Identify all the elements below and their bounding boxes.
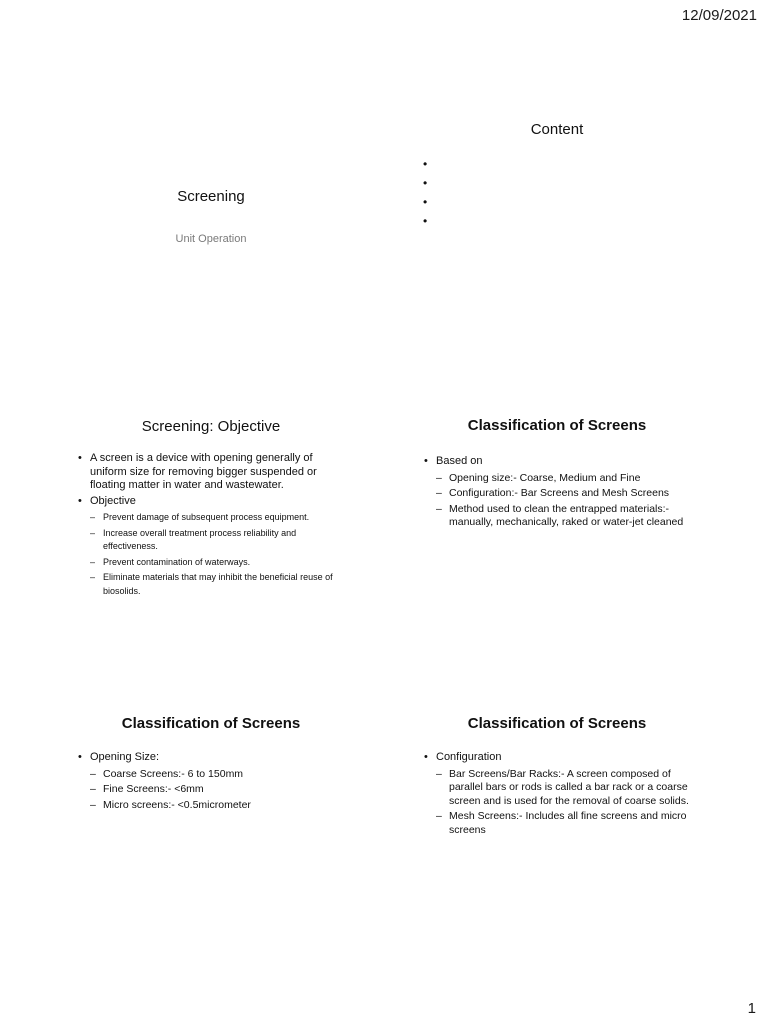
- list-item: • Configuration – Bar Screens/Bar Racks:- A screen composed of parallel bars or rods is called a bar rack or a coarse screen and is used for the removal of coarse solids. – Mesh Screens:- Includes all fine screens and micro screens: [421, 751, 691, 837]
- list-item: • Opening Size: – Coarse Screens:- 6 to 150mm – Fine Screens:- <6mm – Micro screens:- <0.5micrometer: [75, 751, 345, 812]
- list-item: – Prevent damage of subsequent process equipment.: [90, 511, 337, 525]
- bullet-list: [421, 751, 691, 839]
- slide-3: [26, 408, 396, 688]
- list-item: – Increase overall treatment process reliability and effectiveness.: [90, 527, 337, 554]
- list-item: – Opening size:- Coarse, Medium and Fine: [436, 472, 691, 486]
- list-item: [420, 176, 720, 195]
- list-item: – Mesh Screens:- Includes all fine screens and micro screens: [436, 810, 691, 837]
- slide-title: Classification of Screens: [121, 715, 301, 732]
- slide-1: [26, 108, 396, 388]
- bullet-list: [421, 455, 691, 532]
- list-item: [420, 195, 720, 214]
- list-item: [420, 214, 720, 233]
- sub-list: [90, 768, 345, 813]
- list-item: – Method used to clean the entrapped materials:- manually, mechanically, raked or water-jet cleaned: [436, 503, 691, 530]
- bullet-list: [75, 452, 337, 600]
- list-item: • Based on – Opening size:- Coarse, Medium and Fine – Configuration:- Bar Screens and Mesh Screens – Method used to clean the entrapped materials:- manually, mechanically, raked or water-jet cleaned: [421, 455, 691, 530]
- bullet-list: [75, 751, 345, 814]
- list-item: • A screen is a device with opening generally of uniform size for removing bigger suspended or floating matter in water and wastewater.: [75, 452, 337, 493]
- list-item: – Fine Screens:- <6mm: [90, 783, 345, 797]
- sub-list: [90, 511, 337, 598]
- content-bullet-list: [420, 157, 720, 233]
- list-item: – Micro screens:- <0.5micrometer: [90, 799, 345, 813]
- list-item: – Configuration:- Bar Screens and Mesh Screens: [436, 487, 691, 501]
- slide-2: [372, 108, 742, 388]
- slide-title: Content: [530, 121, 584, 138]
- header-date: 12/09/2021: [681, 7, 757, 24]
- sub-list: [436, 472, 691, 530]
- slide-title: Screening: [177, 188, 245, 205]
- slide-subtitle: Unit Operation: [175, 233, 247, 245]
- list-item: • Objective – Prevent damage of subsequent process equipment. – Increase overall treatment process reliability and effectiveness. – Prevent contamination of waterways. – Eliminate materials that may inhibit the beneficial reuse of biosolids.: [75, 495, 337, 599]
- list-item: – Coarse Screens:- 6 to 150mm: [90, 768, 345, 782]
- list-item: – Eliminate materials that may inhibit the beneficial reuse of biosolids.: [90, 571, 337, 598]
- slide-title: Screening: Objective: [141, 418, 281, 435]
- slide-6: [372, 706, 742, 986]
- page-number: 1: [747, 1000, 756, 1017]
- sub-list: [436, 768, 691, 838]
- slide-4: [372, 408, 742, 688]
- slide-5: [26, 706, 396, 986]
- list-item: – Prevent contamination of waterways.: [90, 556, 337, 570]
- list-item: – Bar Screens/Bar Racks:- A screen composed of parallel bars or rods is called a bar rack or a coarse screen and is used for the removal of coarse solids.: [436, 768, 691, 809]
- slide-title: Classification of Screens: [467, 715, 647, 732]
- slide-title: Classification of Screens: [467, 417, 647, 434]
- list-item: [420, 157, 720, 176]
